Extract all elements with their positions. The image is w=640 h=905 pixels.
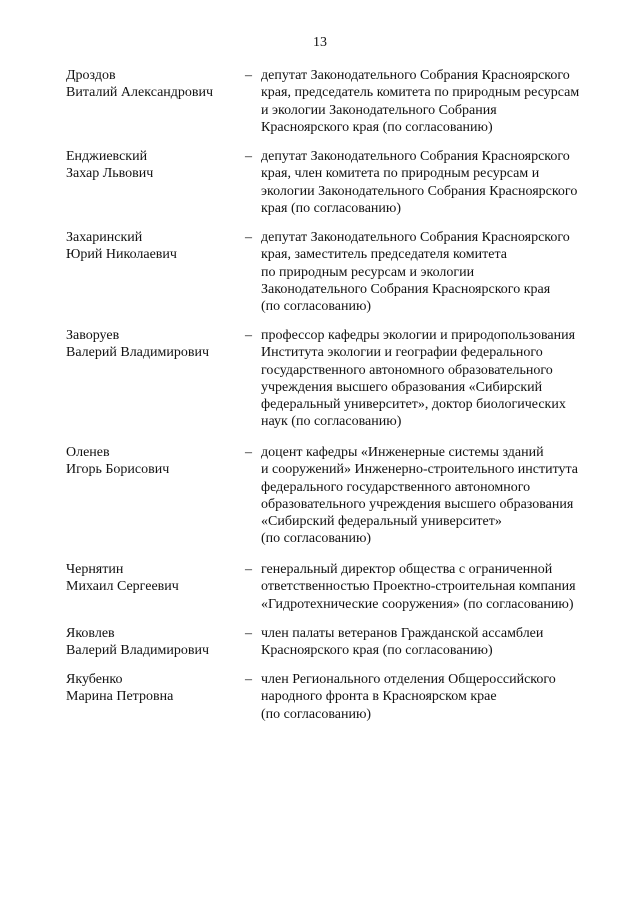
- member-name: [66, 671, 236, 706]
- description-line: доцент кафедры «Инженерные системы зданий: [261, 445, 544, 460]
- member-surname: Заворуев: [66, 328, 120, 343]
- description-line: края, председатель комитета по природным ресурсам: [261, 85, 580, 101]
- dash-separator: –: [245, 68, 252, 83]
- member-surname: Оленев: [66, 445, 110, 460]
- member-description: [261, 625, 611, 660]
- member-given-names: Михаил Сергеевич: [66, 579, 179, 595]
- member-given-names: Захар Львович: [66, 166, 154, 182]
- member-name: [66, 148, 236, 183]
- member-description: [261, 561, 611, 613]
- description-line: учреждения высшего образования «Сибирский: [261, 379, 543, 395]
- page-number: 13: [313, 35, 327, 50]
- description-line: края, член комитета по природным ресурсам и: [261, 166, 540, 182]
- description-line: депутат Законодательного Собрания Красноярского: [261, 149, 570, 164]
- description-line: образовательного учреждения высшего образования: [261, 496, 574, 512]
- description-line: депутат Законодательного Собрания Красноярского: [261, 68, 570, 83]
- description-line: по природным ресурсам и экологии: [261, 264, 475, 280]
- description-line: (по согласованию): [261, 531, 372, 547]
- description-line: член палаты ветеранов Гражданской ассамблеи: [261, 626, 544, 641]
- description-line: Красноярского края (по согласованию): [261, 643, 493, 659]
- description-line: Красноярского края (по согласованию): [261, 119, 493, 135]
- member-description: [261, 327, 611, 431]
- description-line: края (по согласованию): [261, 200, 402, 216]
- dash-separator: –: [245, 672, 252, 687]
- description-line: наук (по согласованию): [261, 414, 402, 430]
- description-line: народного фронта в Красноярском крае: [261, 689, 497, 705]
- dash-separator: –: [245, 149, 252, 164]
- description-line: (по согласованию): [261, 706, 372, 722]
- description-line: генеральный директор общества с ограниченной: [261, 562, 553, 577]
- member-description: [261, 67, 611, 136]
- description-line: экологии Законодательного Собрания Красноярского: [261, 183, 578, 199]
- description-line: государственного автономного образовательного: [261, 362, 553, 378]
- dash-separator: –: [245, 626, 252, 641]
- member-surname: Енджиевский: [66, 149, 148, 164]
- description-line: и сооружений» Инженерно-строительного института: [261, 462, 579, 478]
- member-surname: Яковлев: [66, 626, 115, 641]
- description-line: (по согласованию): [261, 299, 372, 315]
- description-line: федеральный университет», доктор биологических: [261, 397, 566, 413]
- member-description: [261, 671, 611, 723]
- description-line: и экологии Законодательного Собрания: [261, 102, 497, 118]
- member-name: [66, 561, 236, 596]
- member-description: [261, 229, 611, 315]
- description-line: ответственностью Проектно-строительная компания: [261, 579, 576, 595]
- member-given-names: Марина Петровна: [66, 689, 174, 705]
- member-name: [66, 444, 236, 479]
- member-surname: Захаринский: [66, 230, 143, 245]
- dash-separator: –: [245, 328, 252, 343]
- description-line: Законодательного Собрания Красноярского края: [261, 281, 551, 297]
- member-given-names: Игорь Борисович: [66, 462, 170, 478]
- member-given-names: Валерий Владимирович: [66, 643, 210, 659]
- member-surname: Чернятин: [66, 562, 124, 577]
- member-name: [66, 625, 236, 660]
- description-line: профессор кафедры экологии и природопользования: [261, 328, 576, 343]
- description-line: «Гидротехнические сооружения» (по согласованию): [261, 596, 574, 612]
- member-name: [66, 229, 236, 264]
- member-name: [66, 67, 236, 102]
- member-given-names: Виталий Александрович: [66, 85, 214, 101]
- member-surname: Дроздов: [66, 68, 116, 83]
- description-line: член Регионального отделения Общероссийского: [261, 672, 556, 687]
- description-line: депутат Законодательного Собрания Красноярского: [261, 230, 570, 245]
- member-given-names: Валерий Владимирович: [66, 345, 210, 361]
- dash-separator: –: [245, 562, 252, 577]
- dash-separator: –: [245, 445, 252, 460]
- member-description: [261, 148, 611, 217]
- dash-separator: –: [245, 230, 252, 245]
- description-line: федерального государственного автономного: [261, 479, 531, 495]
- member-given-names: Юрий Николаевич: [66, 247, 177, 263]
- description-line: Института экологии и географии федерального: [261, 345, 543, 361]
- member-name: [66, 327, 236, 362]
- description-line: «Сибирский федеральный университет»: [261, 514, 502, 530]
- description-line: края, заместитель председателя комитета: [261, 247, 507, 263]
- member-description: [261, 444, 611, 548]
- member-surname: Якубенко: [66, 672, 123, 687]
